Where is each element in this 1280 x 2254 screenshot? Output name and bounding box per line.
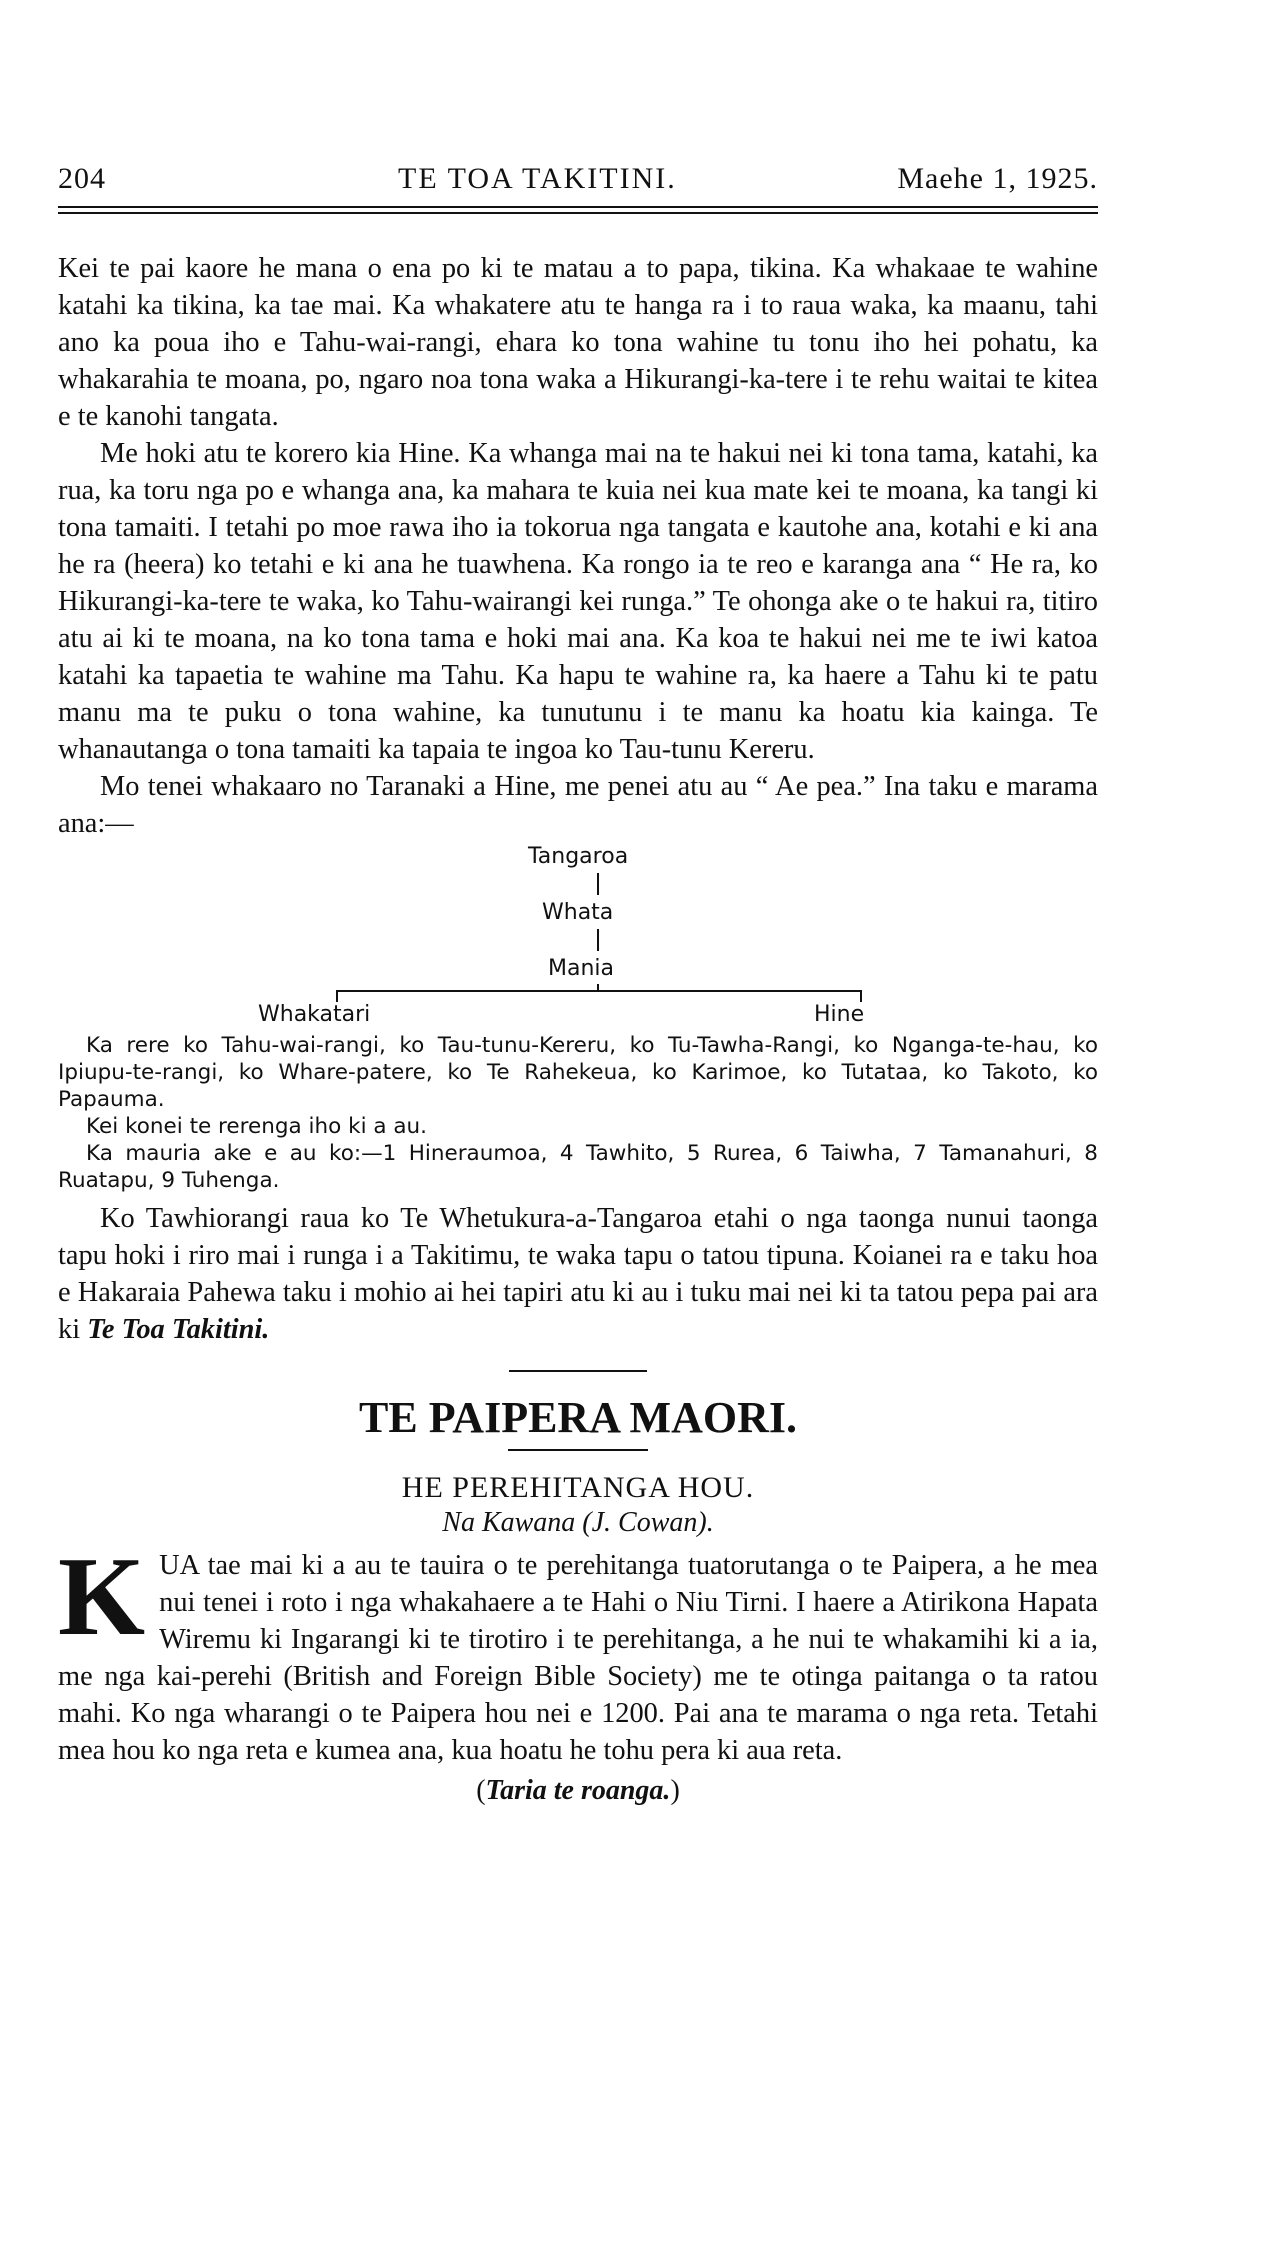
- running-title: TE TOA TAKITINI.: [398, 162, 677, 195]
- bible-paragraph: UA tae mai ki a au te tauira o te perehitanga tuatorutanga o te Paipera, a he mea nui tenei i roto i nga whakahaere a te Hahi o Niu Tirni. I haere a Atirikona Hapata Wiremu ki Ingarangi ki te tirotiro i te perehitanga, a he nui te whakamihi ki a ia, me nga kai-perehi (British and Foreign Bible Society) me te otinga paitanga o ta ratou mahi. Ko nga wharangi o te Paipera hou nei e 1200. Pai ana te marama o nga reta. Tetahi mea hou ko nga reta e kumea ana, kua hoatu he tohu pera ki aua reta.: [58, 1550, 1098, 1766]
- newspaper-name: Te Toa Takitini.: [87, 1314, 270, 1345]
- page-header: [58, 160, 1098, 200]
- lineage-paragraph: Ka rere ko Tahu-wai-rangi, ko Tau-tunu-Kereru, ko Tu-Tawha-Rangi, ko Nganga-te-hau, ko Ipiupu-te-rangi, ko Whare-patere, ko Te Rahekeua, ko Karimoe, ko Tutataa, ko Takoto, ko Papauma.: [58, 1033, 1098, 1112]
- header-double-rule: [58, 206, 1098, 214]
- section-divider: [509, 1370, 647, 1372]
- genealogy-whata: Whata: [542, 900, 614, 925]
- genealogy-hine: Hine: [814, 1002, 865, 1027]
- issue-date: Maehe 1, 1925.: [897, 162, 1098, 195]
- paragraph: Me hoki atu te korero kia Hine. Ka whanga mai na te hakui nei ki tona tama, katahi, ka rua, ka toru nga po e whanga ana, ka mahara te kuia nei kua mate kei te moana, ka tangi ki tona tamaiti. I tetahi po moe rawa iho ia tokorua nga tangata e kautohe ana, kotahi e ki ana he ra (heera) ko tetahi e ki ana he tuawhena. Ka rongo ia te reo e karanga ana “ He ra, ko Hikurangi-ka-tere te waka, ko Tahu-wairangi kei runga.” Te ohonga ake o te hakui ra, titiro atu ai ki te moana, na ko tona tama e hoki mai ana. Ka koa te hakui nei me te iwi katoa katahi ka tapaetia te wahine ma Tahu. Ka hapu te wahine ra, ka haere a Tahu ki te patu manu ma te puku o tona wahine, ka tunutunu i te manu ka hoatu kia kainga. Te whanautanga o tona tamaiti ka tapaia te ingoa ko Tau-tunu Kereru.: [58, 438, 1098, 765]
- document-page: [58, 160, 1098, 1807]
- continued-note: (Taria te roanga.): [476, 1775, 680, 1806]
- article-subtitle: HE PEREHITANGA HOU.: [401, 1471, 755, 1504]
- genealogy-connector: [597, 929, 599, 951]
- paragraph: Kei te pai kaore he mana o ena po ki te matau a to papa, tikina. Ka whakaae te wahine katahi ka tikina, ka tae mai. Ka whakatere atu te hanga ra i to raua waka, ka maanu, tahi ano ka poua iho e Tahu-wai-rangi, ehara ko tona wahine tu tonu iho hei pohatu, ka whakarahia te moana, po, ngaro noa tona waka a Hikurangi-ka-tere i te rehu waitai te kitea e te kanohi tangata.: [58, 253, 1098, 432]
- article-title: TE PAIPERA MAORI.: [359, 1393, 797, 1442]
- title-underline: [508, 1449, 648, 1451]
- lineage-paragraph: Kei konei te rerenga iho ki a au.: [86, 1114, 428, 1139]
- drop-cap: K: [58, 1535, 146, 1659]
- genealogy-whakatari: Whakatari: [258, 1002, 371, 1027]
- genealogy-tangaroa: Tangaroa: [528, 844, 629, 869]
- genealogy-connector: [860, 990, 862, 1002]
- genealogy-sibling-line: [336, 990, 862, 992]
- bible-article-body: [58, 1535, 1098, 1769]
- closing-section: [58, 1200, 1098, 1348]
- continued-text: Taria te roanga.: [485, 1775, 671, 1806]
- genealogy-connector: [336, 990, 338, 1002]
- lineage-paragraph: Ka mauria ake e au ko:—1 Hineraumoa, 4 Tawhito, 5 Rurea, 6 Taiwha, 7 Tamanahuri, 8 Ruatapu, 9 Tuhenga.: [58, 1141, 1098, 1193]
- genealogy-diagram: [58, 844, 1098, 1032]
- genealogy-connector: [597, 984, 599, 992]
- article-byline: Na Kawana (J. Cowan).: [442, 1507, 714, 1538]
- genealogy-mania: Mania: [548, 956, 614, 981]
- closing-paragraph: [58, 1200, 1098, 1348]
- lineage-notes: [58, 1032, 1098, 1194]
- genealogy-connector: [597, 873, 599, 895]
- article-body: [58, 250, 1098, 842]
- paragraph: Mo tenei whakaaro no Taranaki a Hine, me penei atu au “ Ae pea.” Ina taku e marama ana:—: [58, 771, 1098, 839]
- page-number: 204: [58, 162, 106, 195]
- closing-text: Ko Tawhiorangi raua ko Te Whetukura-a-Tangaroa etahi o nga taonga nunui taonga tapu hoki i riro mai i runga i a Takitimu, te waka tapu o tatou tipuna. Koianei ra e taku hoa e Hakaraia Pahewa taku i mohio ai hei tapiri atu ki au i tuku mai nei ki ta tatou pepa pai ara ki: [58, 1203, 1098, 1345]
